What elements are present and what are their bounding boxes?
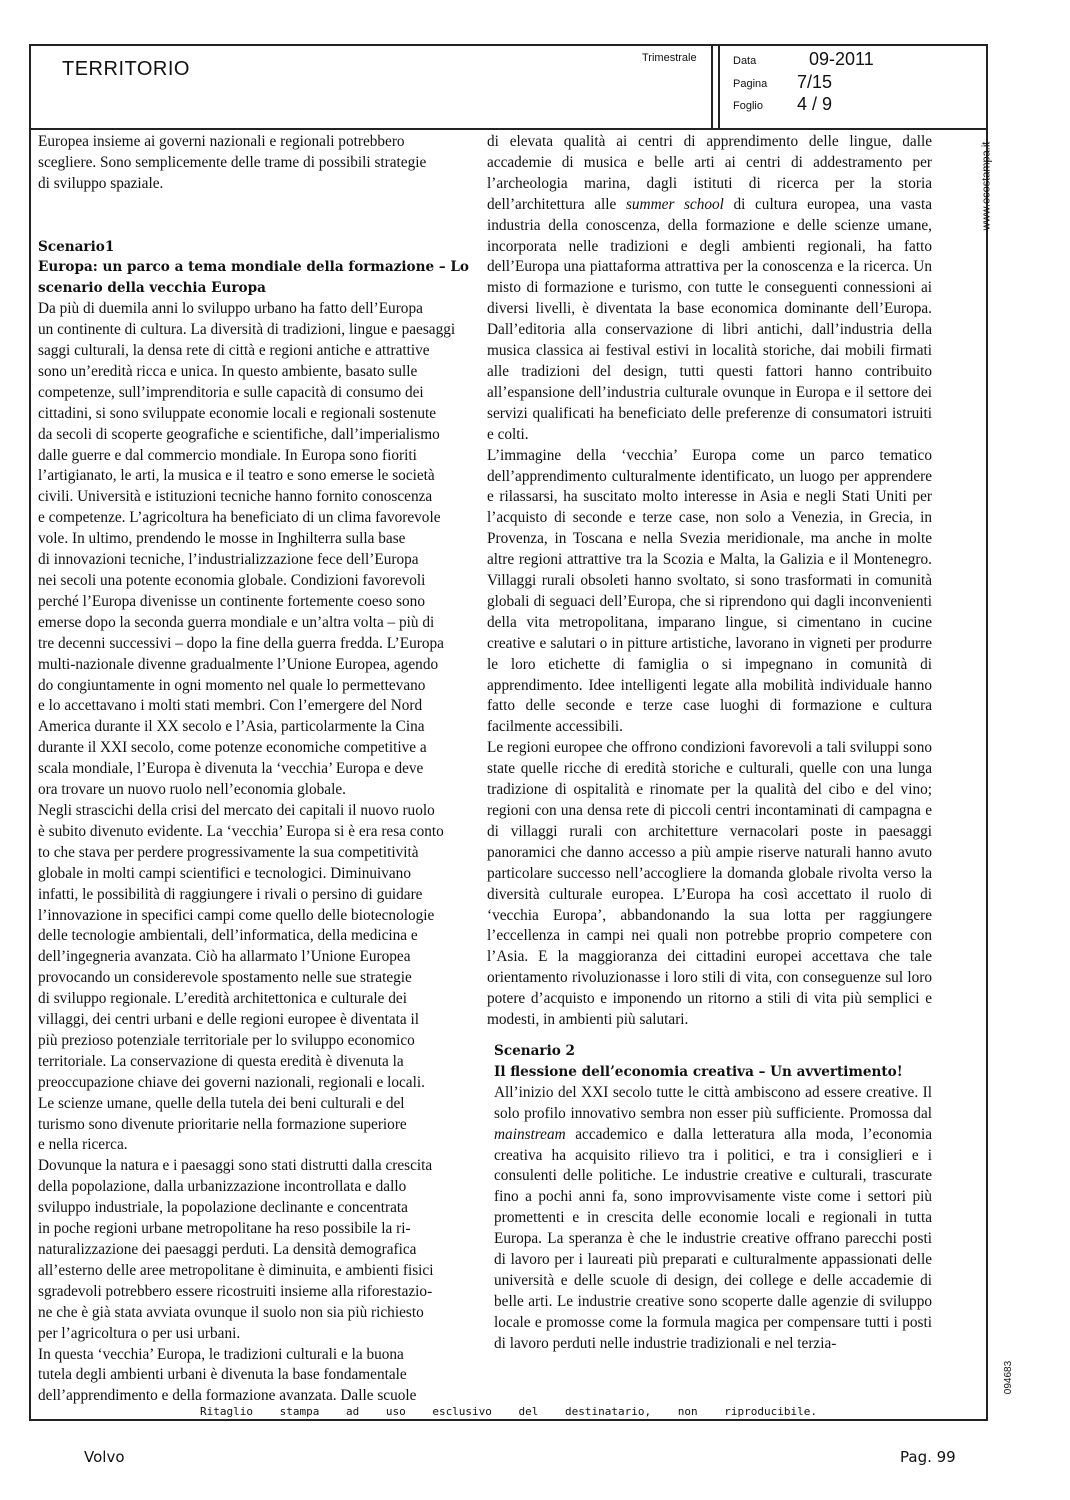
text-line: dalle guerre e dal commercio mondiale. In Europa sono fioriti — [38, 446, 417, 464]
text-line: l’innovazione in specifici campi come quello delle biotecnologie — [38, 906, 435, 924]
text-line: naturalizzazione dei paesaggi perduti. La densità demografica — [38, 1241, 417, 1258]
paragraph: di elevata qualità ai centri di apprendimento delle lingue, dalle accademie di musica e belle arti ai centri di addestramento per l’archeologia marina, dagli istituti di ricerca per la storia dell’architettura alle summer school di cultura europea, una vasta industria della conoscenza, della formazione e delle scienze umane, incorporata nelle tradizioni e degli ambienti regionali, ha fatto dell’Europa una piattaforma attrattiva per la conoscenza e la ricerca. Un misto di formazione e turismo, con tutte le conseguenti connessioni ai diversi livelli, è diventata la base economica dominante dell’Europa. Dall’editoria alla conservazione di libri antichi, dall’industria della musica classica ai festival estivi in località storiche, dai mobili firmati alle tradizioni del design, tutti questi fattori hanno contribuito all’espansione dell’industria culturale ovunque in Europa e il settore dei servizi qualificati ha beneficiato delle preferenze di consumatori istruiti e colti. — [487, 133, 932, 443]
data-label: Data — [733, 55, 757, 67]
header-divider — [29, 128, 988, 130]
text-line: villaggi, dei centri urbani e delle regioni europee è diventata il — [38, 1011, 419, 1029]
text-line: e competenze. L’agricoltura ha beneficiato di un clima favorevole — [38, 509, 441, 527]
text-line: In questa ‘vecchia’ Europa, le tradizioni culturali e la buona — [38, 1345, 404, 1363]
right-column — [487, 132, 932, 1417]
text-line: in poche regioni urbane metropolitane ha reso possibile la ri- — [38, 1220, 411, 1238]
paragraph: Le regioni europee che offrono condizioni favorevoli a tali sviluppi sono state quelle ricche di eredità storiche e culturali, quelle con una lunga tradizione di ospitalità e rinomate per la qualità del cibo e del vino; regioni con una densa rete di piccoli centri incontaminati di campagna e di villaggi rurali con architetture vernacolari poste in paesaggi panoramici che danno accesso a più ampie riserve naturali hanno avuto particolare successo nell’accogliere la domanda globale rivolta verso la diversità culturale europea. L’Europa ha così accettato il ruolo di ‘vecchia Europa’, abbandonando la sua lotta per raggiungere l’eccellenza in campi nei quali non potrebbe proprio competere con l’Asia. E la maggioranza dei cittadini europei accettava che tale orientamento rivoluzionasse i loro stili di vita, con conseguenze sul loro potere d’acquisto e imponendo un ritorno a stili di vita più semplici e modesti, in ambienti più salutari. — [487, 739, 932, 1029]
text-line: tre decenni successivi – dopo la fine della guerra fredda. L’Europa — [38, 634, 444, 652]
text-line: cittadini, si sono sviluppate economie locali e regionali sostenute — [38, 404, 437, 422]
text-line: e nella ricerca. — [38, 1136, 128, 1154]
page-number: Pag. 99 — [900, 1448, 956, 1466]
paragraph: L’immagine della ‘vecchia’ Europa come un parco tematico dell’apprendimento culturalmente identificato, un luogo per apprendere e rilassarsi, ha suscitato molto interesse in Asia e negli Stati Uniti per l’acquisto di seconde e terze case, non solo a Venezia, in Grecia, in Provenza, in Toscana e nella Svezia meridionale, ma anche in molte altre regioni attrattive tra la Scozia e Malta, la Galizia e il Montenegro. Villaggi rurali obsoleti hanno svoltato, si sono trasformati in comunità globali di seguaci dell’Europa, che si riprendono qui dagli inconvenienti della vita metropolitana, imparano lingue, si cimentano in cucine creative e salutari o in pitture artistiche, lavorano in vigneti per produrre le loro etichette di famiglia o si impegnano in comunità di apprendimento. Idee intelligenti legate alla mobilità individuale hanno fatto delle seconde e terze case luoghi di formazione e cultura facilmente accessibili. — [487, 446, 932, 736]
text-line: per l’agricoltura o per usi urbani. — [38, 1324, 241, 1342]
text-line: e lo accettavano i molti stati membri. Con l’emergere del Nord — [38, 697, 423, 715]
text-line: di sviluppo regionale. L’eredità architettonica e culturale dei — [38, 990, 407, 1008]
text-line: dell’ingegneria avanzata. Ciò ha allarmato l’Unione Europea — [38, 948, 411, 966]
text-line: Negli strascichi della crisi del mercato dei capitali il nuovo ruolo — [38, 801, 435, 819]
text-line: emerse dopo la seconda guerra mondiale e un’altra volta – più di — [38, 613, 435, 631]
text-line: Dovunque la natura e i paesaggi sono stati distrutti dalla crescita — [38, 1157, 433, 1175]
text-line: delle tecnologie ambientali, dell’informatica, della medicina e — [38, 927, 418, 945]
text-line: di sviluppo spaziale. — [38, 174, 164, 192]
text-line: scegliere. Sono semplicemente delle trame di possibili strategie — [38, 153, 427, 171]
foglio-label: Foglio — [733, 100, 763, 112]
text-line: sgradevoli potrebbero essere ricostruiti insieme alla riforestazio- — [38, 1282, 433, 1300]
text-line: America durante il XX secolo e l’Asia, particolarmente la Cina — [38, 718, 425, 736]
text-line: civili. Università e istituzioni tecniche hanno fornito conoscenza — [38, 488, 433, 506]
text-line: scenario della vecchia Europa — [38, 280, 266, 297]
text-line: dell’apprendimento e della formazione avanzata. Dalle scuole — [38, 1387, 417, 1405]
text-line: all’esterno delle aree metropolitane è diminuita, e ambienti fisici — [38, 1261, 434, 1279]
paragraph: All’inizio del XXI secolo tutte le città ambiscono ad essere creative. Il solo profilo innovativo sembra non esser più sufficiente. Promossa dal mainstream accademico e dalla letteratura alla moda, l’economia creativa ha acquisito rilievo tra i politici, e tra i consiglieri e i consulenti delle politiche. Le industrie creative e culturali, trascurate fino a pochi anni fa, sono improvvisamente viste come i settori più promettenti e in crescita delle economie locali e regionali in tutta Europa. La speranza è che le industrie creative offrano parecchi posti di lavoro per i laureati più preparati e culturalmente appassionati delle università e delle scuole di design, dei college e delle accademie di belle arti. Le industrie creative sono scoperte dalle agenzie di sviluppo locale e promosse come la formula magica per compensare tutti i posti di lavoro perduti nelle industrie tradizionali e nel terzia- — [494, 1083, 932, 1352]
text-line: ne che è già stata avviata ovunque il suolo non sia più richiesto — [38, 1303, 424, 1321]
side-code: 094683 — [1003, 1360, 1015, 1395]
text-line: do congiuntamente in ogni momento nel quale lo permettevano — [38, 676, 426, 694]
text-line: preoccupazione chiave dei governi nazionali, regionali e locali. — [38, 1073, 425, 1091]
text-line: saggi culturali, la densa rete di città e regioni antiche e attrattive — [38, 342, 430, 360]
publication-title: TERRITORIO — [62, 58, 190, 80]
text-line — [38, 195, 484, 216]
text-line: to che stava per perdere progressivamente la sua competitività — [38, 843, 419, 861]
text-line: ora trovare un nuovo ruolo nell’economia globale. — [38, 781, 346, 799]
text-line: è subito divenuto evidente. La ‘vecchia’ Europa si è era resa conto — [38, 822, 444, 840]
text-line: perché l’Europa divenisse un continente fortemente coeso sono — [38, 592, 425, 610]
client-name: Volvo — [84, 1448, 125, 1466]
text-line: nei secoli una potente economia globale. Condizioni favorevoli — [38, 572, 426, 589]
text-line: l’artigianato, le arti, la musica e il teatro e sono emerse le società — [38, 467, 435, 485]
text-line: scala mondiale, l’Europa è divenuta la ‘vecchia’ Europa e deve — [38, 760, 424, 778]
text-line: Europea insieme ai governi nazionali e regionali potrebbero — [38, 133, 405, 150]
text-line: competenze, sull’imprenditoria e sulle capacità di consumo dei — [38, 383, 424, 401]
section-heading: Scenario 2 — [494, 1042, 576, 1059]
text-line: Da più di duemila anni lo sviluppo urbano ha fatto dell’Europa — [38, 300, 423, 318]
side-url: www.ecostampa.it — [980, 141, 993, 231]
text-line: sviluppo industriale, la popolazione declinante e concentrata — [38, 1199, 408, 1217]
left-column — [38, 132, 484, 1412]
text-line: globale in molti campi scientifici e tecnologici. Diminuivano — [38, 864, 411, 882]
section-heading: Il flessione dell’economia creativa – Un avvertimento! — [494, 1063, 903, 1080]
text-line: più prezioso potenziale territoriale per lo sviluppo economico — [38, 1031, 415, 1049]
pagina-value: 7/15 — [797, 72, 833, 92]
text-line: Scenario1 — [38, 238, 115, 255]
text-line: Le scienze umane, quelle della tutela dei beni culturali e del — [38, 1094, 405, 1112]
clipping-notice: Ritaglio stampa ad uso esclusivo del destinatario, non riproducibile. — [200, 1405, 817, 1418]
text-line: durante il XXI secolo, come potenze economiche competitive a — [38, 739, 427, 757]
text-line: di innovazioni tecniche, l’industrializzazione fece dell’Europa — [38, 551, 419, 569]
data-value: 09-2011 — [809, 49, 874, 69]
text-line: infatti, le possibilità di raggiungere i rivali o persino di guidare — [38, 885, 423, 903]
text-line: tutela degli ambienti urbani è divenuta la base fondamentale — [38, 1366, 407, 1384]
text-line: Europa: un parco a tema mondiale della formazione – Lo — [38, 259, 469, 276]
text-line: territoriale. La conservazione di questa eredità è divenuta la — [38, 1052, 404, 1070]
text-line: da secoli di scoperte geografiche e scientifiche, dall’imperialismo — [38, 425, 440, 443]
header-separator — [711, 44, 713, 130]
text-line: multi-nazionale divenne gradualmente l’Unione Europea, agendo — [38, 655, 439, 673]
text-line: provocando un considerevole spostamento nelle sue strategie — [38, 969, 412, 987]
text-line: turismo sono divenute prioritarie nella formazione superiore — [38, 1115, 407, 1133]
text-line — [38, 216, 484, 237]
text-line: un continente di cultura. La diversità di tradizioni, lingue e paesaggi — [38, 321, 456, 339]
text-line: vole. In ultimo, prendendo le mosse in Inghilterra sulla base — [38, 530, 406, 548]
text-line: della popolazione, dalla urbanizzazione incontrollata e dallo — [38, 1178, 407, 1196]
foglio-value: 4 / 9 — [797, 94, 833, 114]
publication-frequency: Trimestrale — [642, 52, 697, 64]
header-separator — [718, 44, 720, 130]
text-line: sono un’eredità ricca e unica. In questo ambiente, basato sulle — [38, 362, 418, 380]
pagina-label: Pagina — [733, 78, 768, 90]
